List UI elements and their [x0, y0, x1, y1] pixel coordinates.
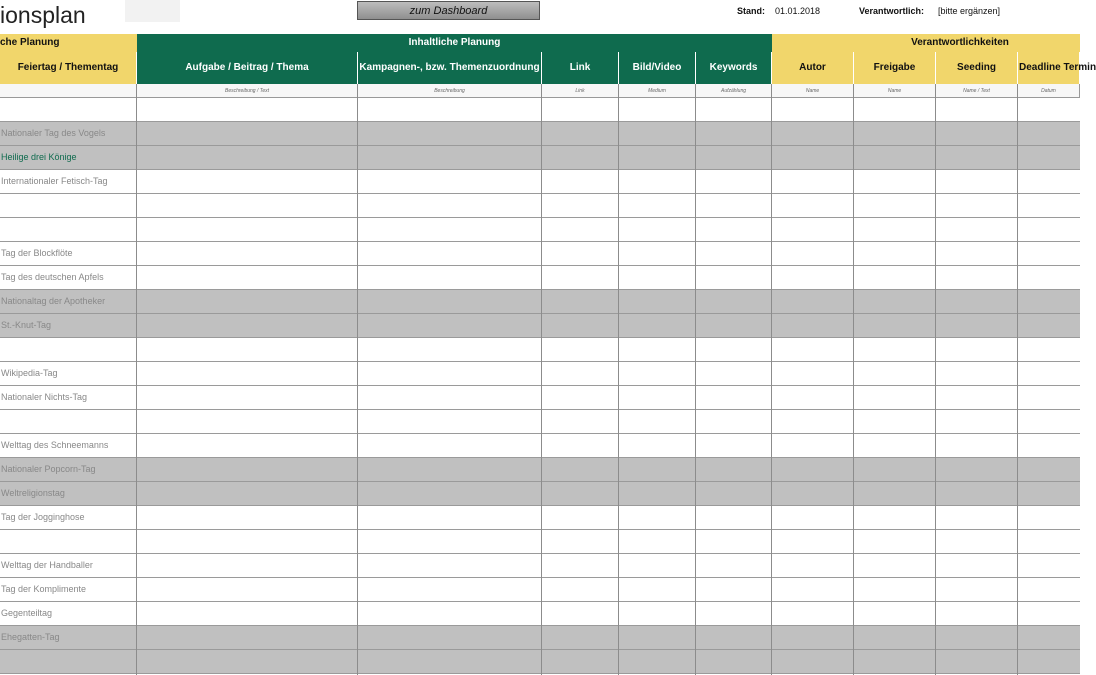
table-row[interactable] [0, 266, 1080, 290]
col-header-autor[interactable]: Autor [772, 52, 854, 84]
table-row[interactable] [0, 482, 1080, 506]
table-row[interactable] [0, 242, 1080, 266]
table-row[interactable] [0, 194, 1080, 218]
thementag-cell[interactable]: Nationaler Popcorn-Tag [0, 458, 136, 481]
table-row[interactable] [0, 410, 1080, 434]
col-header-feiertag[interactable]: Feiertag / Thementag [0, 52, 137, 84]
table-row[interactable] [0, 122, 1080, 146]
table-row[interactable] [0, 362, 1080, 386]
stand-label: Stand: [737, 6, 765, 16]
grid-line [541, 84, 542, 675]
table-row[interactable] [0, 578, 1080, 602]
thementag-cell[interactable]: Weltreligionstag [0, 482, 136, 505]
thementag-cell[interactable]: Tag der Komplimente [0, 578, 136, 601]
grid-line [1017, 84, 1018, 675]
thementag-cell[interactable]: Ehegatten-Tag [0, 626, 136, 649]
grid-line [935, 84, 936, 675]
thementag-cell[interactable]: Tag des deutschen Apfels [0, 266, 136, 289]
sub-header-bild-video: Medium [619, 84, 696, 98]
group-inhaltliche-planung: Inhaltliche Planung [137, 34, 772, 52]
table-row[interactable] [0, 170, 1080, 194]
grid-line [357, 84, 358, 675]
col-header-seeding[interactable]: Seeding [936, 52, 1018, 84]
table-row[interactable] [0, 626, 1080, 650]
stand-value[interactable]: 01.01.2018 [775, 6, 821, 16]
grid-line [136, 84, 137, 675]
table-row[interactable] [0, 458, 1080, 482]
thementag-cell[interactable]: Nationaler Nichts-Tag [0, 386, 136, 409]
thementag-cell[interactable]: Welttag der Handballer [0, 554, 136, 577]
dashboard-button[interactable]: zum Dashboard [357, 1, 540, 20]
thementag-cell[interactable] [0, 194, 136, 217]
col-header-freigabe[interactable]: Freigabe [854, 52, 936, 84]
table-row[interactable] [0, 290, 1080, 314]
table-row[interactable] [0, 314, 1080, 338]
thementag-cell[interactable] [0, 338, 136, 361]
table-row[interactable] [0, 386, 1080, 410]
group-verantwortlichkeiten: Verantwortlichkeiten [772, 34, 1080, 52]
thementag-cell[interactable]: St.-Knut-Tag [0, 314, 136, 337]
page-title: ionsplan [0, 2, 86, 28]
thementag-cell[interactable]: Welttag des Schneemanns [0, 434, 136, 457]
thementag-cell[interactable]: Tag der Jogginghose [0, 506, 136, 529]
sub-header-freigabe: Name [854, 84, 936, 98]
sub-header-feiertag [0, 84, 137, 98]
table-row[interactable] [0, 506, 1080, 530]
verantwortlich-label: Verantwortlich: [859, 6, 925, 16]
sub-header-aufgabe: Beschreibung / Text [137, 84, 358, 98]
thementag-cell[interactable]: Wikipedia-Tag [0, 362, 136, 385]
grid-line [618, 84, 619, 675]
group-planung: che Planung [0, 34, 137, 52]
grid-line [695, 84, 696, 675]
sub-header-kampagne: Beschreibung [358, 84, 542, 98]
sub-header-keywords: Aufzählung [696, 84, 772, 98]
thementag-cell[interactable] [0, 218, 136, 241]
table-row[interactable] [0, 434, 1080, 458]
col-header-keywords[interactable]: Keywords [696, 52, 772, 84]
sub-header-link: Link [542, 84, 619, 98]
thementag-cell[interactable]: Gegenteiltag [0, 602, 136, 625]
grid-line [853, 84, 854, 675]
table-row[interactable] [0, 554, 1080, 578]
table-row[interactable] [0, 650, 1080, 674]
col-header-deadline[interactable]: Deadline Termin [1018, 52, 1080, 84]
table-row[interactable] [0, 602, 1080, 626]
col-header-kampagne[interactable]: Kampagnen-, bzw. Themenzuordnung [358, 52, 542, 84]
title-cell [125, 0, 180, 22]
sub-header-deadline: Datum [1018, 84, 1080, 98]
thementag-cell[interactable]: Nationaler Tag des Vogels [0, 122, 136, 145]
thementag-cell[interactable]: Nationaltag der Apotheker [0, 290, 136, 313]
table-row[interactable] [0, 146, 1080, 170]
thementag-cell[interactable] [0, 410, 136, 433]
thementag-cell[interactable]: Tag der Blockflöte [0, 242, 136, 265]
col-header-aufgabe[interactable]: Aufgabe / Beitrag / Thema [137, 52, 358, 84]
thementag-cell[interactable] [0, 98, 136, 121]
col-header-link[interactable]: Link [542, 52, 619, 84]
thementag-cell[interactable]: Internationaler Fetisch-Tag [0, 170, 136, 193]
table-row[interactable] [0, 218, 1080, 242]
thementag-cell[interactable] [0, 530, 136, 553]
table-row[interactable] [0, 98, 1080, 122]
col-header-bild-video[interactable]: Bild/Video [619, 52, 696, 84]
table-row[interactable] [0, 530, 1080, 554]
verantwortlich-value[interactable]: [bitte ergänzen] [938, 6, 1001, 16]
table-row[interactable] [0, 338, 1080, 362]
sub-header-seeding: Name / Text [936, 84, 1018, 98]
thementag-cell[interactable] [0, 650, 136, 673]
grid-line [771, 84, 772, 675]
thementag-cell[interactable]: Heilige drei Könige [0, 146, 136, 169]
sub-header-autor: Name [772, 84, 854, 98]
